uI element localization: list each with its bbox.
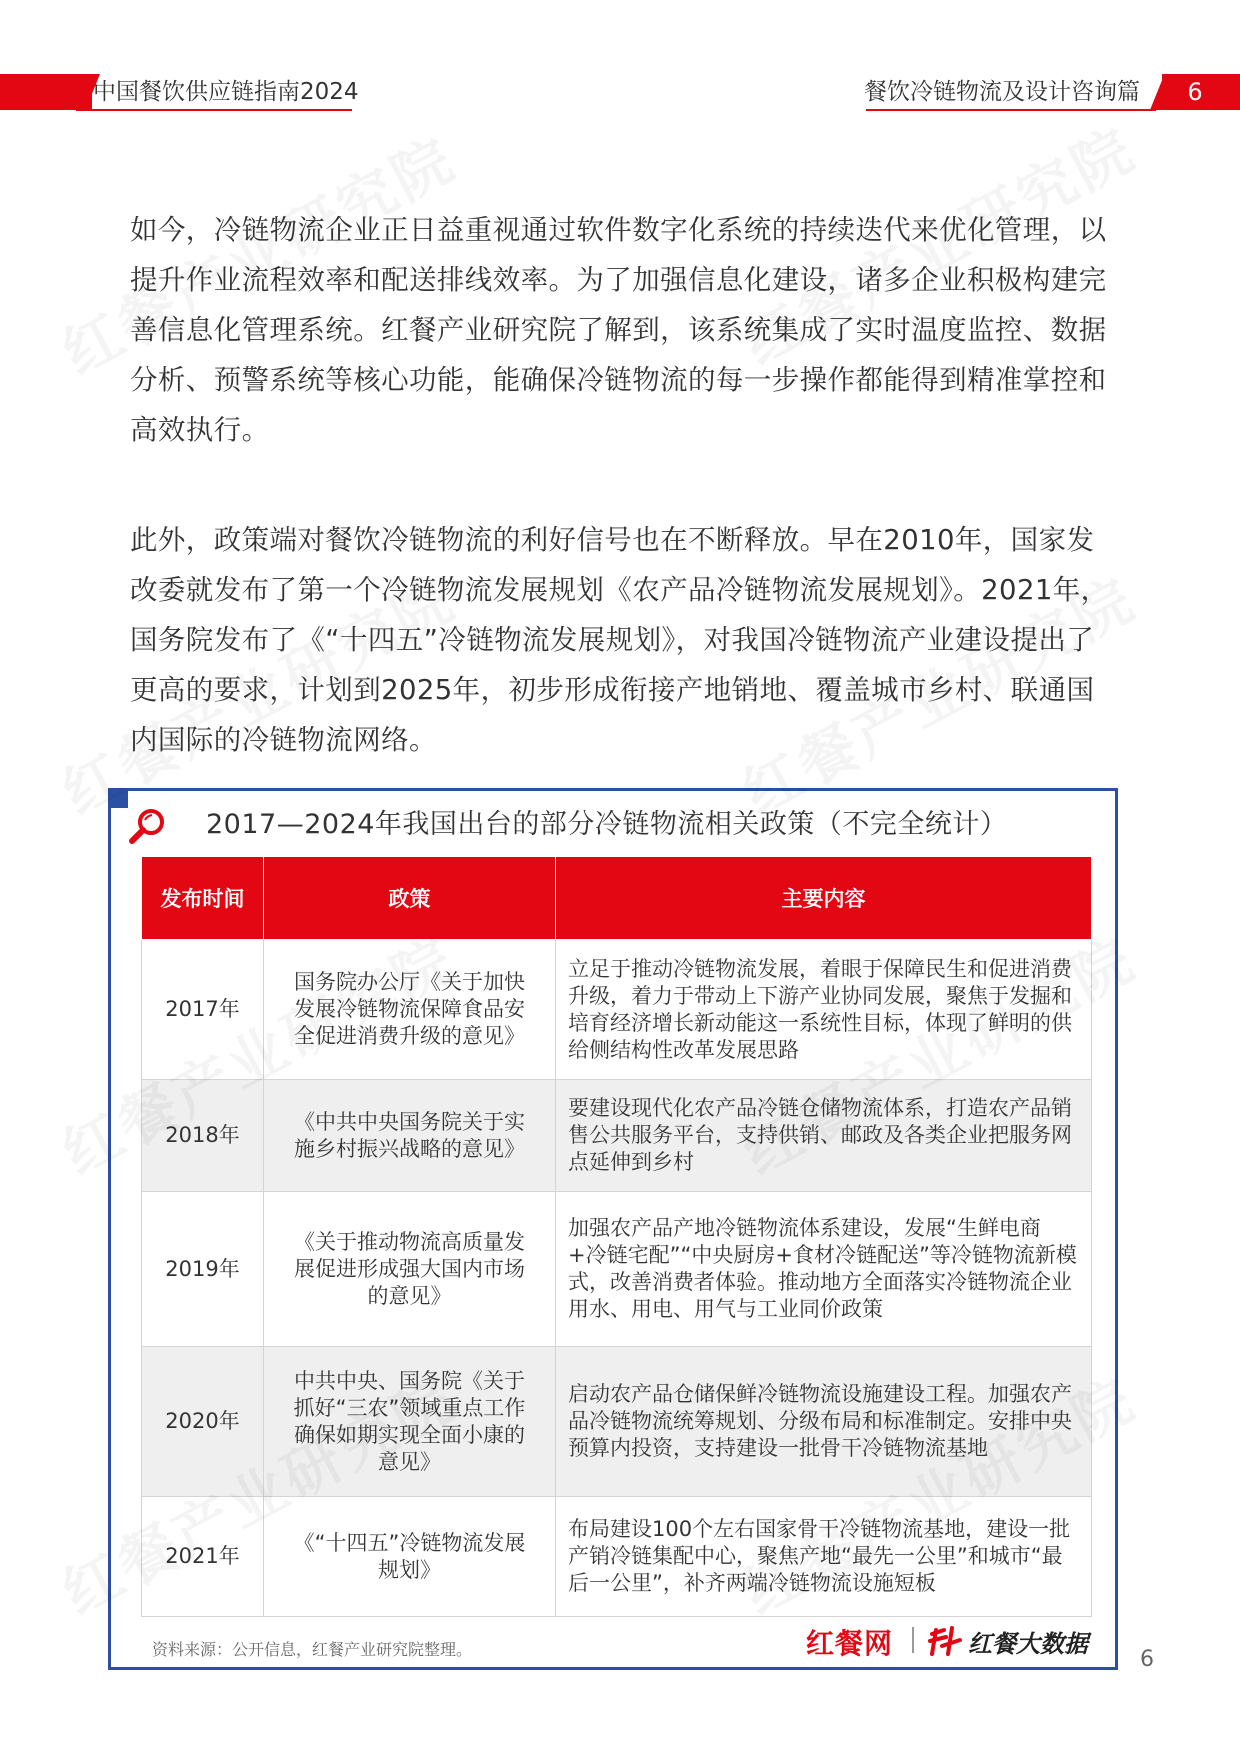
body-paragraph-1: 如今，冷链物流企业正日益重视通过软件数字化系统的持续迭代来优化管理，以提升作业流程效率和配送排线效率。为了加强信息化建设，诸多企业积极构建完善信息化管理系统。红餐产业研究院了解到，该系统集成了实时温度监控、数据分析、预警系统等核心功能，能确保冷链物流的每一步操作都能得到精准掌控和高效执行。 <box>130 214 1107 446</box>
table-frame-corner <box>108 788 128 808</box>
table-row <box>142 1192 1092 1347</box>
column-header-time: 发布时间 <box>142 857 264 940</box>
body-paragraph-2: 此外，政策端对餐饮冷链物流的利好信号也在不断释放。早在2010年，国家发改委就发布了第一个冷链物流发展规划《农产品冷链物流发展规划》。2021年，国务院发布了《“十四五”冷链物流发展规划》，对我国冷链物流产业建设提出了更高的要求，计划到2025年，初步形成衔接产地销地、覆盖城市乡村、联通国内国际的冷链物流网络。 <box>130 524 1109 756</box>
cell-content: 立足于推动冷链物流发展，着眼于保障民生和促进消费升级，着力于带动上下游产业协同发展，聚焦于发掘和培育经济增长新动能这一系统性目标，体现了鲜明的供给侧结构性改革发展思路 <box>556 940 1092 1080</box>
column-header-policy: 政策 <box>264 857 556 940</box>
search-icon <box>128 806 168 846</box>
table-row <box>142 1497 1092 1617</box>
cell-policy: 《“十四五”冷链物流发展规划》 <box>264 1497 556 1617</box>
logo-hongcan-wang: 红餐网 <box>806 1627 894 1660</box>
logo-hongcan-data: 红餐大数据 <box>968 1630 1088 1658</box>
cell-year: 2018年 <box>142 1080 264 1192</box>
cell-policy: 中共中央、国务院《关于抓好“三农”领域重点工作确保如期实现全面小康的意见》 <box>264 1347 556 1497</box>
cell-content: 启动农产品仓储保鲜冷链物流设施建设工程。加强农产品冷链物流统筹规划、分级布局和标准制定。安排中央预算内投资，支持建设一批骨干冷链物流基地 <box>556 1347 1092 1497</box>
cell-policy: 《关于推动物流高质量发展促进形成强大国内市场的意见》 <box>264 1192 556 1347</box>
header-page-number: 6 <box>1187 78 1203 106</box>
header-right-underline <box>866 109 1156 111</box>
table-row <box>142 940 1092 1080</box>
cell-content: 要建设现代化农产品冷链仓储物流体系，打造农产品销售公共服务平台，支持供销、邮政及各类企业把服务网点延伸到乡村 <box>556 1080 1092 1192</box>
table-title: 2017—2024年我国出台的部分冷链物流相关政策（不完全统计） <box>206 809 1008 840</box>
logo-mark-icon <box>926 1626 964 1656</box>
header-right-title: 餐饮冷链物流及设计咨询篇 <box>864 79 1140 105</box>
table-header-row <box>142 857 1092 940</box>
cell-content: 布局建设100个左右国家骨干冷链物流基地，建设一批产销冷链集配中心，聚焦产地“最先一公里”和城市“最后一公里”，补齐两端冷链物流设施短板 <box>556 1497 1092 1617</box>
column-header-content: 主要内容 <box>556 857 1092 940</box>
header-left-underline <box>76 109 352 111</box>
cell-content: 加强农产品产地冷链物流体系建设，发展“生鲜电商+冷链宅配”“中央厨房+食材冷链配送”等冷链物流新模式，改善消费者体验。推动地方全面落实冷链物流企业用水、用电、用气与工业同价政策 <box>556 1192 1092 1347</box>
logo-separator <box>912 1627 914 1653</box>
policy-table <box>141 856 1092 1617</box>
footer-page-number: 6 <box>1140 1647 1154 1672</box>
cell-policy: 国务院办公厅《关于加快发展冷链物流保障食品安全促进消费升级的意见》 <box>264 940 556 1080</box>
table-source-note: 资料来源：公开信息，红餐产业研究院整理。 <box>152 1640 473 1659</box>
cell-year: 2020年 <box>142 1347 264 1497</box>
header-left-title: 中国餐饮供应链指南2024 <box>93 79 359 105</box>
cell-policy: 《中共中央国务院关于实施乡村振兴战略的意见》 <box>264 1080 556 1192</box>
table-row <box>142 1080 1092 1192</box>
cell-year: 2017年 <box>142 940 264 1080</box>
cell-year: 2021年 <box>142 1497 264 1617</box>
cell-year: 2019年 <box>142 1192 264 1347</box>
table-row <box>142 1347 1092 1497</box>
